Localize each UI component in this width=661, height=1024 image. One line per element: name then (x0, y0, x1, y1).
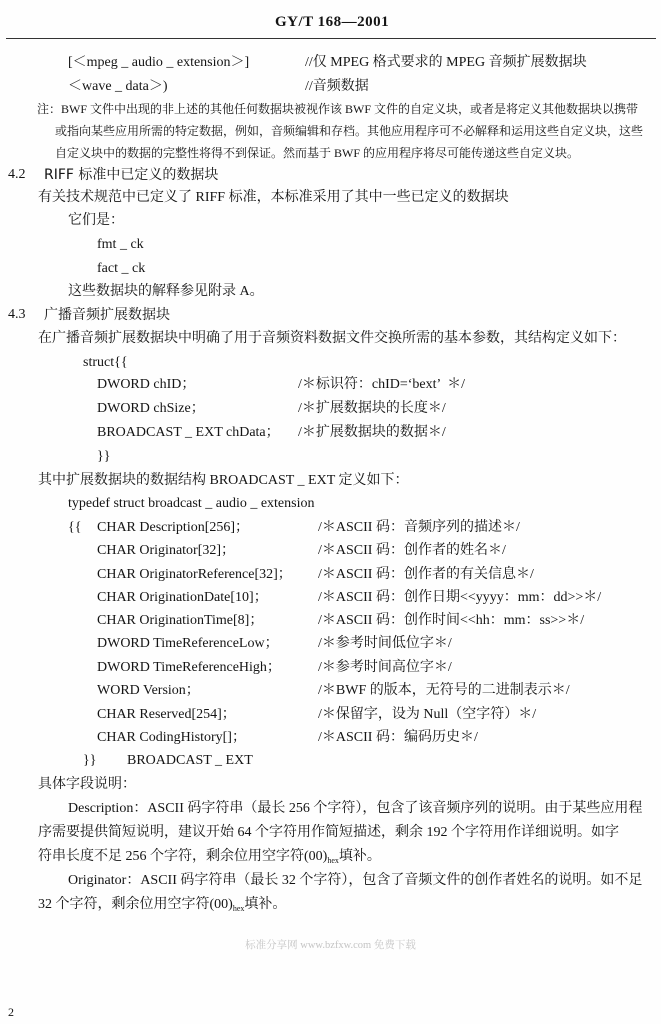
struct-field-comment: /＊标识符：chID=‘bext’ ＊/ (298, 377, 466, 392)
struct-field-decl: CHAR Reserved[254]； (97, 707, 236, 722)
page-number: 2 (8, 1005, 14, 1019)
struct-field-decl: CHAR CodingHistory[]； (97, 730, 246, 745)
struct-field-comment: /＊ASCII 码：创作时间<<hh：mm：ss>>＊/ (318, 613, 585, 628)
field-description-line (38, 896, 286, 915)
chunk-comment: //仅 MPEG 格式要求的 MPEG 音频扩展数据块 (305, 55, 587, 70)
typedef-line: typedef struct broadcast _ audio _ extension (68, 496, 315, 511)
struct-field-decl: DWORD TimeReferenceHigh； (97, 660, 281, 675)
section-intro: 有关技术规范中已定义了 RIFF 标准，本标准采用了其中一些已定义的数据块 (38, 190, 509, 205)
struct-field-comment: /＊参考时间低位字＊/ (318, 636, 452, 651)
section-title: RIFF 标准中已定义的数据块 (44, 167, 219, 183)
struct-field-comment: /＊扩展数据块的数据＊/ (298, 425, 446, 440)
struct-type-name: BROADCAST _ EXT (127, 753, 253, 768)
field-description-text: 符串长度不足 256 个字符，剩余位用空字符(00) (38, 849, 328, 864)
section-intro: 在广播音频扩展数据块中明确了用于音频资料数据文件交换所需的基本参数，其结构定义如下： (38, 331, 626, 346)
section-closing: 这些数据块的解释参见附录 A。 (68, 284, 264, 299)
struct-close: }} (97, 449, 111, 464)
struct-field-decl: BROADCAST _ EXT chData； (97, 425, 280, 440)
note-line: 或指向某些应用所需的特定数据，例如，音频编辑和存档。其他应用程序可不必解释和运用这些自定义块，这些 (55, 124, 644, 138)
note-line: 注：BWF 文件中出现的非上述的其他任何数据块被视作该 BWF 文件的自定义块，或者是将定义其他数据块以携带 (37, 102, 639, 116)
hex-subscript: hex (327, 856, 339, 865)
field-description-text: 32 个字符，剩余位用空字符(00) (38, 897, 233, 912)
struct-field-comment: /＊参考时间高位字＊/ (318, 660, 452, 675)
struct-field-decl: WORD Version； (97, 683, 200, 698)
field-description-title: 具体字段说明： (38, 777, 136, 792)
list-lead: 它们是： (68, 213, 124, 228)
struct-field-decl: CHAR OriginationDate[10]； (97, 590, 268, 605)
struct-field-decl: CHAR Description[256]； (97, 520, 250, 535)
note-line: 自定义块中的数据的完整性将得不到保证。然而基于 BWF 的应用程序将尽可能传递这些自定义块。 (55, 146, 580, 160)
list-item: fact _ ck (97, 261, 146, 276)
struct-field-decl: DWORD chID； (97, 377, 196, 392)
struct-field-comment: /＊ASCII 码：创作日期<<yyyy：mm：dd>>＊/ (318, 590, 602, 605)
section-title: 广播音频扩展数据块 (44, 307, 170, 323)
struct-field-decl: CHAR OriginationTime[8]； (97, 613, 264, 628)
chunk-comment: //音频数据 (305, 79, 369, 94)
struct-open: {{ (68, 520, 82, 535)
chunk-code: [＜mpeg _ audio _ extension＞] (68, 55, 250, 70)
chunk-code: ＜wave _ data＞) (68, 79, 168, 94)
struct-field-decl: CHAR OriginatorReference[32]； (97, 567, 292, 582)
watermark: 标准分享网 www.bzfxw.com 免费下载 (245, 940, 416, 951)
struct-field-decl: CHAR Originator[32]； (97, 543, 236, 558)
struct-field-comment: /＊ASCII 码：创作者的姓名＊/ (318, 543, 506, 558)
struct-close: }} (83, 753, 97, 768)
field-description-tail: 填补。 (244, 897, 287, 912)
section-number: 4.2 (8, 167, 26, 182)
field-description-line: Description：ASCII 码字符串（最长 256 个字符），包含了该音频序列的说明。由于某些应用程 (68, 801, 643, 816)
struct-field-comment: /＊ASCII 码：编码历史＊/ (318, 730, 478, 745)
struct-field-decl: DWORD TimeReferenceLow； (97, 636, 279, 651)
standard-code-header: GY/T 168—2001 (275, 14, 390, 30)
struct-field-comment: /＊BWF 的版本，无符号的二进制表示＊/ (318, 683, 570, 698)
header-rule (6, 38, 656, 39)
hex-subscript: hex (232, 904, 245, 913)
field-description-line: 序需要提供简短说明，建议开始 64 个字符用作简短描述，剩余 192 个字符用作详细说明。如字 (38, 825, 619, 840)
struct-field-comment: /＊保留字，设为 Null（空字符）＊/ (318, 707, 537, 722)
field-description-line: Originator：ASCII 码字符串（最长 32 个字符），包含了音频文件的创作者姓名的说明。如不足 (68, 873, 643, 888)
struct-field-comment: /＊ASCII 码：音频序列的描述＊/ (318, 520, 520, 535)
field-description-line (38, 848, 381, 867)
struct-field-comment: /＊扩展数据块的长度＊/ (298, 401, 446, 416)
struct-field-decl: DWORD chSize； (97, 401, 205, 416)
list-item: fmt _ ck (97, 237, 144, 252)
ext-struct-intro: 其中扩展数据块的数据结构 BROADCAST _ EXT 定义如下： (38, 473, 409, 488)
field-description-tail: 填补。 (338, 849, 381, 864)
struct-field-comment: /＊ASCII 码：创作者的有关信息＊/ (318, 567, 534, 582)
struct-open: struct{{ (83, 355, 128, 370)
section-number: 4.3 (8, 307, 26, 322)
